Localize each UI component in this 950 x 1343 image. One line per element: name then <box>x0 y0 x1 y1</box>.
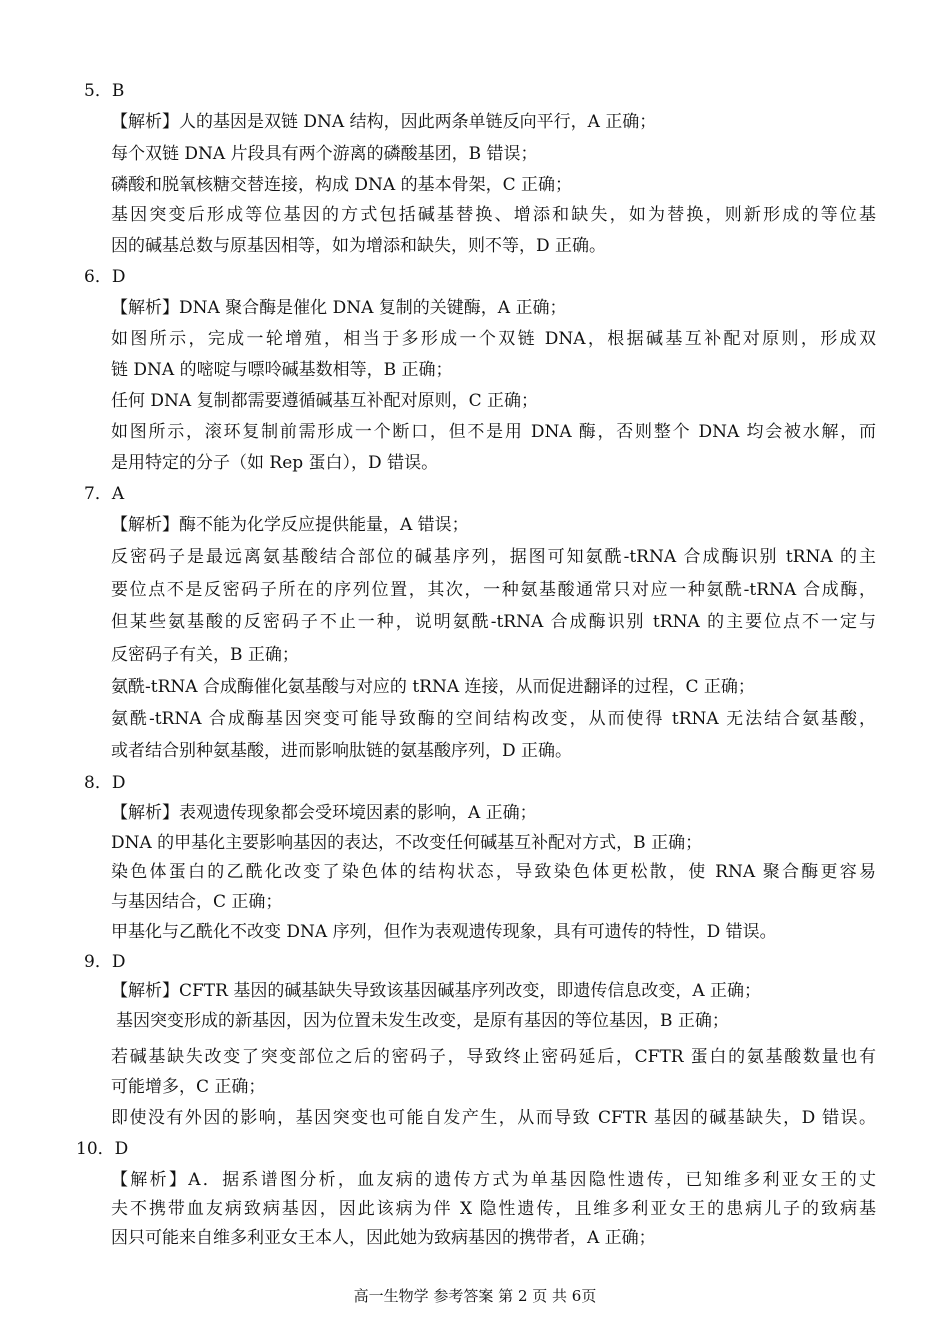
question-7-line: 氨酰-tRNA 合成酶基因突变可能导致酶的空间结构改变，从而使得 tRNA 无法结合氨基酸， <box>111 709 876 729</box>
question-7-line: 但某些氨基酸的反密码子不止一种，说明氨酰-tRNA 合成酶识别 tRNA 的主要位点不一定与 <box>111 612 876 632</box>
question-5-line: 基因突变后形成等位基因的方式包括碱基替换、增添和缺失，如为替换，则新形成的等位基 <box>111 205 876 225</box>
question-7-line: 要位点不是反密码子所在的序列位置，其次，一种氨基酸通常只对应一种氨酰-tRNA 合成酶， <box>111 580 876 600</box>
question-9-number: 9．D <box>84 952 126 972</box>
question-9-line: 即使没有外因的影响，基因突变也可能自发产生，从而导致 CFTR 基因的碱基缺失，D 错误。 <box>111 1108 876 1128</box>
question-7-line: 反密码子有关，B 正确； <box>111 645 299 665</box>
question-5-line: 磷酸和脱氧核糖交替连接，构成 DNA 的基本骨架，C 正确； <box>111 175 572 195</box>
question-10-line: 因只可能来自维多利亚女王本人，因此她为致病基因的携带者，A 正确； <box>111 1228 656 1248</box>
question-7-line: 反密码子是最远离氨基酸结合部位的碱基序列，据图可知氨酰-tRNA 合成酶识别 tRNA 的主 <box>111 547 876 567</box>
question-8-line: 甲基化与乙酰化不改变 DNA 序列，但作为表观遗传现象，具有可遗传的特性，D 错误。 <box>111 922 777 942</box>
question-7-line: 【解析】酶不能为化学反应提供能量，A 错误； <box>111 515 469 535</box>
question-5-line: 因的碱基总数与原基因相等，如为增添和缺失，则不等，D 正确。 <box>111 236 607 256</box>
question-9-line: 若碱基缺失改变了突变部位之后的密码子，导致终止密码延后，CFTR 蛋白的氨基酸数量也有 <box>111 1047 876 1067</box>
question-6-number: 6．D <box>84 267 126 287</box>
question-6-line: 链 DNA 的嘧啶与嘌呤碱基数相等，B 正确； <box>111 360 453 380</box>
question-8-line: 【解析】表观遗传现象都会受环境因素的影响，A 正确； <box>111 803 537 823</box>
question-5-line: 【解析】人的基因是双链 DNA 结构，因此两条单链反向平行，A 正确； <box>111 112 657 132</box>
question-9-line: 可能增多，C 正确； <box>111 1077 266 1097</box>
question-8-number: 8．D <box>84 773 126 793</box>
question-6-line: 任何 DNA 复制都需要遵循碱基互补配对原则，C 正确； <box>111 391 538 411</box>
question-7-number: 7．A <box>84 484 125 504</box>
question-6-line: 是用特定的分子（如 Rep 蛋白），D 错误。 <box>111 453 439 473</box>
question-8-line: 染色体蛋白的乙酰化改变了染色体的结构状态，导致染色体更松散，使 RNA 聚合酶更容易 <box>111 862 876 882</box>
question-10-number: 10．D <box>76 1139 129 1159</box>
question-6-line: 如图所示，滚环复制前需形成一个断口，但不是用 DNA 酶，否则整个 DNA 均会被水解，而 <box>111 422 876 442</box>
question-6-line: 【解析】DNA 聚合酶是催化 DNA 复制的关键酶，A 正确； <box>111 298 567 318</box>
question-10-line: 夫不携带血友病致病基因，因此该病为伴 X 隐性遗传，且维多利亚女王的患病儿子的致病基 <box>111 1199 876 1219</box>
question-7-line: 氨酰-tRNA 合成酶催化氨基酸与对应的 tRNA 连接，从而促进翻译的过程，C 正确； <box>111 677 755 697</box>
question-8-line: 与基因结合，C 正确； <box>111 892 283 912</box>
question-8-line: DNA 的甲基化主要影响基因的表达，不改变任何碱基互补配对方式，B 正确； <box>111 833 703 853</box>
page-footer: 高一生物学 参考答案 第 2 页 共 6页 <box>353 1287 597 1305</box>
question-5-line: 每个双链 DNA 片段具有两个游离的磷酸基团，B 错误； <box>111 144 538 164</box>
question-9-line: 基因突变形成的新基因，因为位置未发生改变，是原有基因的等位基因，B 正确； <box>116 1011 729 1031</box>
question-6-line: 如图所示，完成一轮增殖，相当于多形成一个双链 DNA，根据碱基互补配对原则，形成双 <box>111 329 876 349</box>
question-9-line: 【解析】CFTR 基因的碱基缺失导致该基因碱基序列改变，即遗传信息改变，A 正确； <box>111 981 762 1001</box>
question-5-number: 5．B <box>84 81 125 101</box>
question-7-line: 或者结合别种氨基酸，进而影响肽链的氨基酸序列，D 正确。 <box>111 741 573 761</box>
question-10-line: 【解析】A．据系谱图分析，血友病的遗传方式为单基因隐性遗传，已知维多利亚女王的丈 <box>111 1170 876 1190</box>
